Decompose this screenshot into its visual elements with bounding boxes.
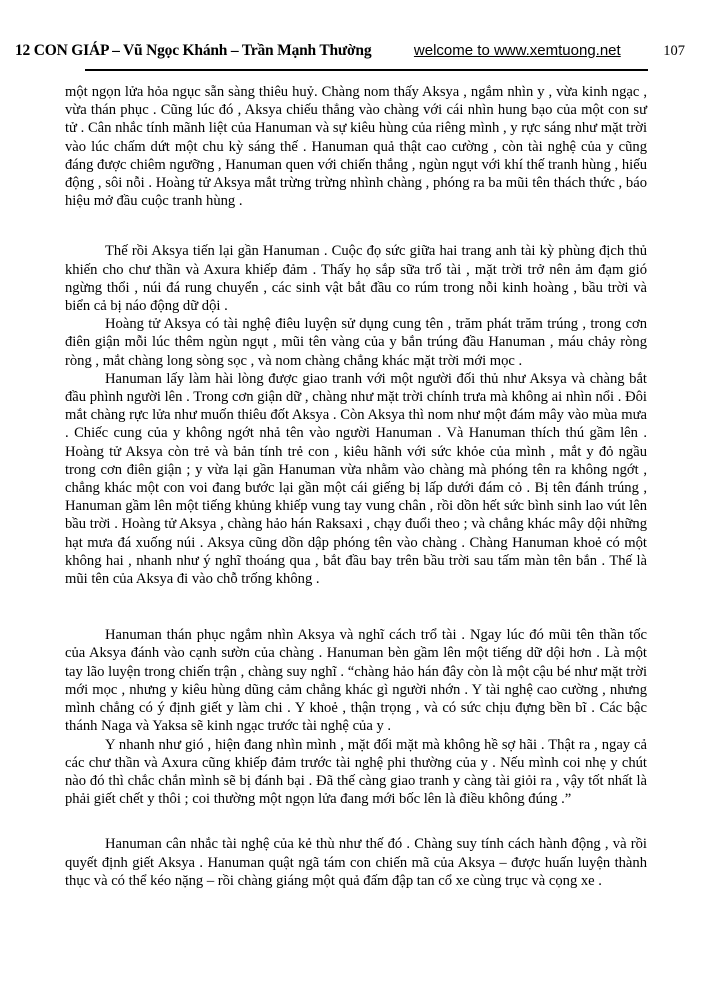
paragraph: Thế rồi Aksya tiến lại gần Hanuman . Cuộc đọ sức giữa hai trang anh tài kỳ phùng địch thủ khiến cho chư thần và Axura khiếp đảm . Thấy họ sắp sữa trổ tài , mặt trời trở nên ảm đạm gió ngừng thổi , núi đá rung chuyển , các sinh vật bắt đầu co rúm trong nỗi kinh hoàng , bầu trời và biển cả bị náo động dữ dội . xyxy=(65,243,647,315)
welcome-link[interactable]: welcome to www.xemtuong.net xyxy=(413,42,621,59)
paragraph: một ngọn lửa hỏa ngục sẵn sàng thiêu huỷ. Chàng nom thấy Aksya , ngắm nhìn y , vừa kinh ngạc , vừa thán phục . Cũng lúc đó , Aksya chiếu thẳng vào chàng với cái nhìn hung bạo của một con sư tử . Cân nhắc tính mãnh liệt của Hanuman và sự kiêu hùng của riêng mình , y rực sáng như mặt trời vào lúc chấm dứt một chu kỳ sáng thế . Hanuman quả thật cao cường , còn tài nghệ của y cũng đáng được chiêm ngưỡng , Hanuman quen với chiến thắng , ngùn ngụt với khí thế tranh hùng , hiếu động , sôi nỗi . Hoàng tử Aksya mắt trừng trừng nhình chàng , phóng ra ba mũi tên thách thức , báo hiệu mở đầu cuộc tranh hùng . xyxy=(65,84,647,210)
paragraph: Hanuman thán phục ngắm nhìn Aksya và nghĩ cách trổ tài . Ngay lúc đó mũi tên thần tốc của Aksya đánh vào cạnh sườn của chàng . Hanuman bèn gầm lên một tiếng dữ dội hơn . Là một tay lão luyện trong chiến trận , chàng suy nghĩ . “chàng hảo hán đây còn là một cậu bé như mặt trời mới mọc , nhưng y kiêu hùng dũng cảm chẳng khác gì người nhớn . Y tài nghệ cao cường , nhưng mình chẳng có ý định giết y làm chi . Y khoẻ , thận trọng , và có sức chịu đựng bền bĩ . Các bậc thánh Naga và Yaksa sẽ kinh ngạc trước tài nghệ của y . xyxy=(65,627,647,735)
page-header xyxy=(15,42,685,60)
book-title: 12 CON GIÁP – Vũ Ngọc Khánh – Trần Mạnh Thường xyxy=(15,42,372,59)
header-divider xyxy=(85,69,648,71)
page-body xyxy=(65,83,647,890)
page-number: 107 xyxy=(663,43,685,59)
paragraph: Hanuman lấy làm hài lòng được giao tranh với một người đối thủ như Aksya và chàng bắt đầu phình người lên . Trong cơn giận dữ , chàng như mặt trời chính trưa mà không ai nhìn nổi . Đôi mắt chàng rực lửa như muốn thiêu đốt Aksya . Còn Aksya thì nom như một đám mây vào mùa mưa . Chiếc cung của y không ngớt nhả tên vào người Hanuman . Và Hanuman thích thú gầm lên . Hoàng tử Aksya còn trẻ và bản tính trẻ con , kiêu hãnh với sức khỏe của mình , mắt y đỏ ngầu trong cơn điên giận ; y vừa lại gần Hanuman vừa nhằm vào chàng mà phóng tên ra không ngớt , chẳng khác một con voi đang bước lại gần một cái giếng bị lấp dưới đám cỏ . Bị tên đánh trúng , Hanuman gầm lên một tiếng khủng khiếp vung tay vung chân , rồi dồn hết sức bình sinh lao vút lên bầu trời . Hoàng tử Aksya , chàng hảo hán Raksaxi , chạy đuổi theo ; và chẳng khác mây dội những hạt mưa đá xuống núi . Aksya cũng dồn dập phóng tên vào chàng . Chàng Hanuman khoẻ có một không hai , nhanh như ý nghĩ thoáng qua , bắt đầu bay trên bầu trời sau tấm màn tên bắn . Thế là mũi tên của Aksya đi vào chỗ trống không . xyxy=(65,370,647,588)
paragraph: Hanuman cân nhắc tài nghệ của kẻ thù như thế đó . Chàng suy tính cách hành động , và rồi quyết định giết Aksya . Hanuman quật ngã tám con chiến mã của Aksya – được huấn luyện thành thục và có thể kéo nặng – rồi chàng giáng một quả đấm đập tan cổ xe cùng trục và cọng xe . xyxy=(65,836,647,889)
paragraph: Hoàng tử Aksya có tài nghệ điêu luyện sử dụng cung tên , trăm phát trăm trúng , trong cơn điên giận mỗi lúc thêm ngùn ngụt , mũi tên vàng của y bắn trúng đầu Hanuman , máu chảy ròng ròng , mắt chàng long sòng sọc , và nom chàng chẳng khác mặt trời mới mọc . xyxy=(65,316,647,369)
paragraph: Y nhanh như gió , hiện đang nhìn mình , mặt đối mặt mà không hề sợ hãi . Thật ra , ngay cả các chư thần và Axura cũng khiếp đảm trước tài nghệ phi thường của y . Nếu mình coi nhẹ y chút nào đó thì chắc chắn mình sẽ bị đánh bại . Đã thế càng giao tranh y càng tài giỏi ra , vậy tốt nhất là phải giết chết y thôi ; coi thường một ngọn lửa đang mới bốc lên là điều không đúng .” xyxy=(65,736,647,808)
